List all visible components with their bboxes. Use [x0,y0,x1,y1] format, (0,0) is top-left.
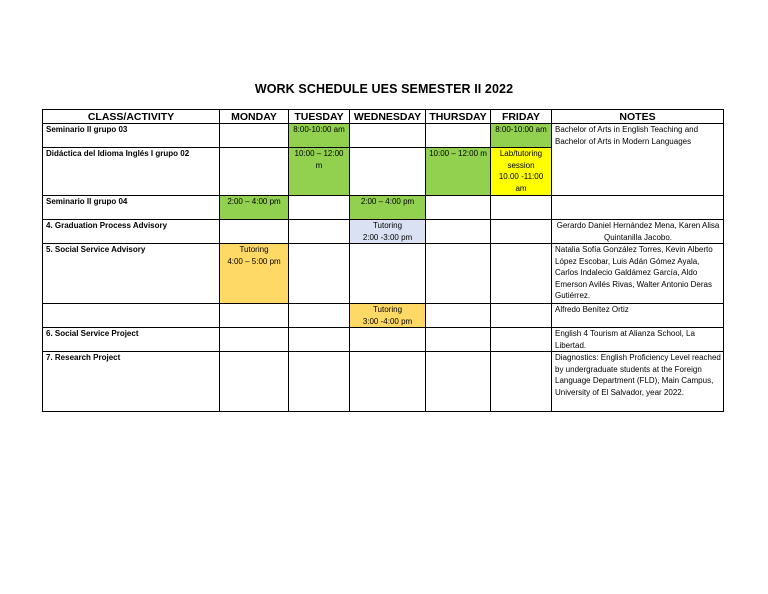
table-row [43,124,724,148]
thursday-cell [426,196,491,220]
table-row [43,304,724,328]
thursday-cell [426,328,491,352]
monday-cell [220,220,289,244]
header-class: CLASS/ACTIVITY [43,110,220,124]
tutoring-label: Tutoring [372,221,403,230]
notes-cell: Gerardo Daniel Hernández Mena, Karen Alisa Quintanilla Jacobo. [552,220,724,244]
wednesday-cell [350,244,426,304]
wednesday-cell [350,220,426,244]
header-thursday: THURSDAY [426,110,491,124]
table-row [43,352,724,412]
friday-cell [491,304,552,328]
wednesday-cell [350,124,426,148]
wednesday-cell [350,328,426,352]
tuesday-cell [289,196,350,220]
class-cell: 7. Research Project [43,352,220,412]
thursday-cell [426,124,491,148]
thursday-cell: 10:00 – 12:00 m [426,148,491,196]
notes-cell [552,196,724,220]
table-row [43,328,724,352]
friday-cell [491,244,552,304]
thursday-cell [426,220,491,244]
monday-cell [220,352,289,412]
tuesday-cell [289,244,350,304]
thursday-cell [426,352,491,412]
notes-cell: Bachelor of Arts in English Teaching and Bachelor of Arts in Modern Languages [552,124,724,196]
class-cell: Didáctica del Idioma Inglés I grupo 02 [43,148,220,196]
tuesday-cell [289,328,350,352]
monday-cell [220,124,289,148]
friday-session-time: 10.00 -11:00 am [498,172,544,193]
friday-cell [491,352,552,412]
header-notes: NOTES [552,110,724,124]
monday-cell [220,148,289,196]
tutoring-time: 4:00 – 5:00 pm [227,256,281,266]
header-tuesday: TUESDAY [289,110,350,124]
friday-session-label: Lab/tutoring session [499,149,543,170]
wednesday-cell [350,352,426,412]
friday-cell [491,328,552,352]
table-row [43,244,724,304]
tutoring-time: 2:00 -3:00 pm [362,232,413,242]
class-cell: 5. Social Service Advisory [43,244,220,304]
friday-cell [491,148,552,196]
tuesday-cell [289,352,350,412]
tuesday-cell [289,220,350,244]
friday-cell: 8:00-10:00 am [491,124,552,148]
page-title: WORK SCHEDULE UES SEMESTER II 2022 [254,82,514,96]
wednesday-cell [350,148,426,196]
class-cell [43,304,220,328]
class-cell: Seminario II grupo 03 [43,124,220,148]
thursday-cell [426,304,491,328]
tuesday-cell: 8:00-10:00 am [289,124,350,148]
thursday-cell [426,244,491,304]
tutoring-label: Tutoring [372,305,403,314]
table-row [43,196,724,220]
wednesday-cell: 2:00 – 4:00 pm [350,196,426,220]
notes-cell: Alfredo Benítez Ortiz [552,304,724,328]
header-monday: MONDAY [220,110,289,124]
header-friday: FRIDAY [491,110,552,124]
tuesday-cell [289,304,350,328]
tuesday-cell: 10:00 – 12:00 m [289,148,350,196]
notes-cell: Diagnostics: English Proficiency Level reached by undergraduate students at the Foreign Language Department (FLD), Main Campus, University of El Salvador, year 2022. [552,352,724,412]
schedule-table [42,109,724,412]
table-row [43,220,724,244]
tutoring-time: 3:00 -4:00 pm [362,316,413,326]
monday-cell [220,328,289,352]
wednesday-cell [350,304,426,328]
class-cell: Seminario II grupo 04 [43,196,220,220]
notes-cell: Natalia Sofía González Torres, Kevin Alberto López Escobar, Luis Adán Gómez Ayala, Carlos Indalecio Galdámez García, Aldo Emerson Avilés Rivas, Walter Antonio Deras Gutiérrez. [552,244,724,304]
monday-cell [220,304,289,328]
monday-cell [220,244,289,304]
tutoring-label: Tutoring [239,245,269,254]
class-cell: 4. Graduation Process Advisory [43,220,220,244]
header-wednesday: WEDNESDAY [350,110,426,124]
friday-cell [491,196,552,220]
header-row [43,110,724,124]
monday-cell: 2:00 – 4:00 pm [220,196,289,220]
class-cell: 6. Social Service Project [43,328,220,352]
friday-cell [491,220,552,244]
notes-cell: English 4 Tourism at Alianza School, La Libertad. [552,328,724,352]
